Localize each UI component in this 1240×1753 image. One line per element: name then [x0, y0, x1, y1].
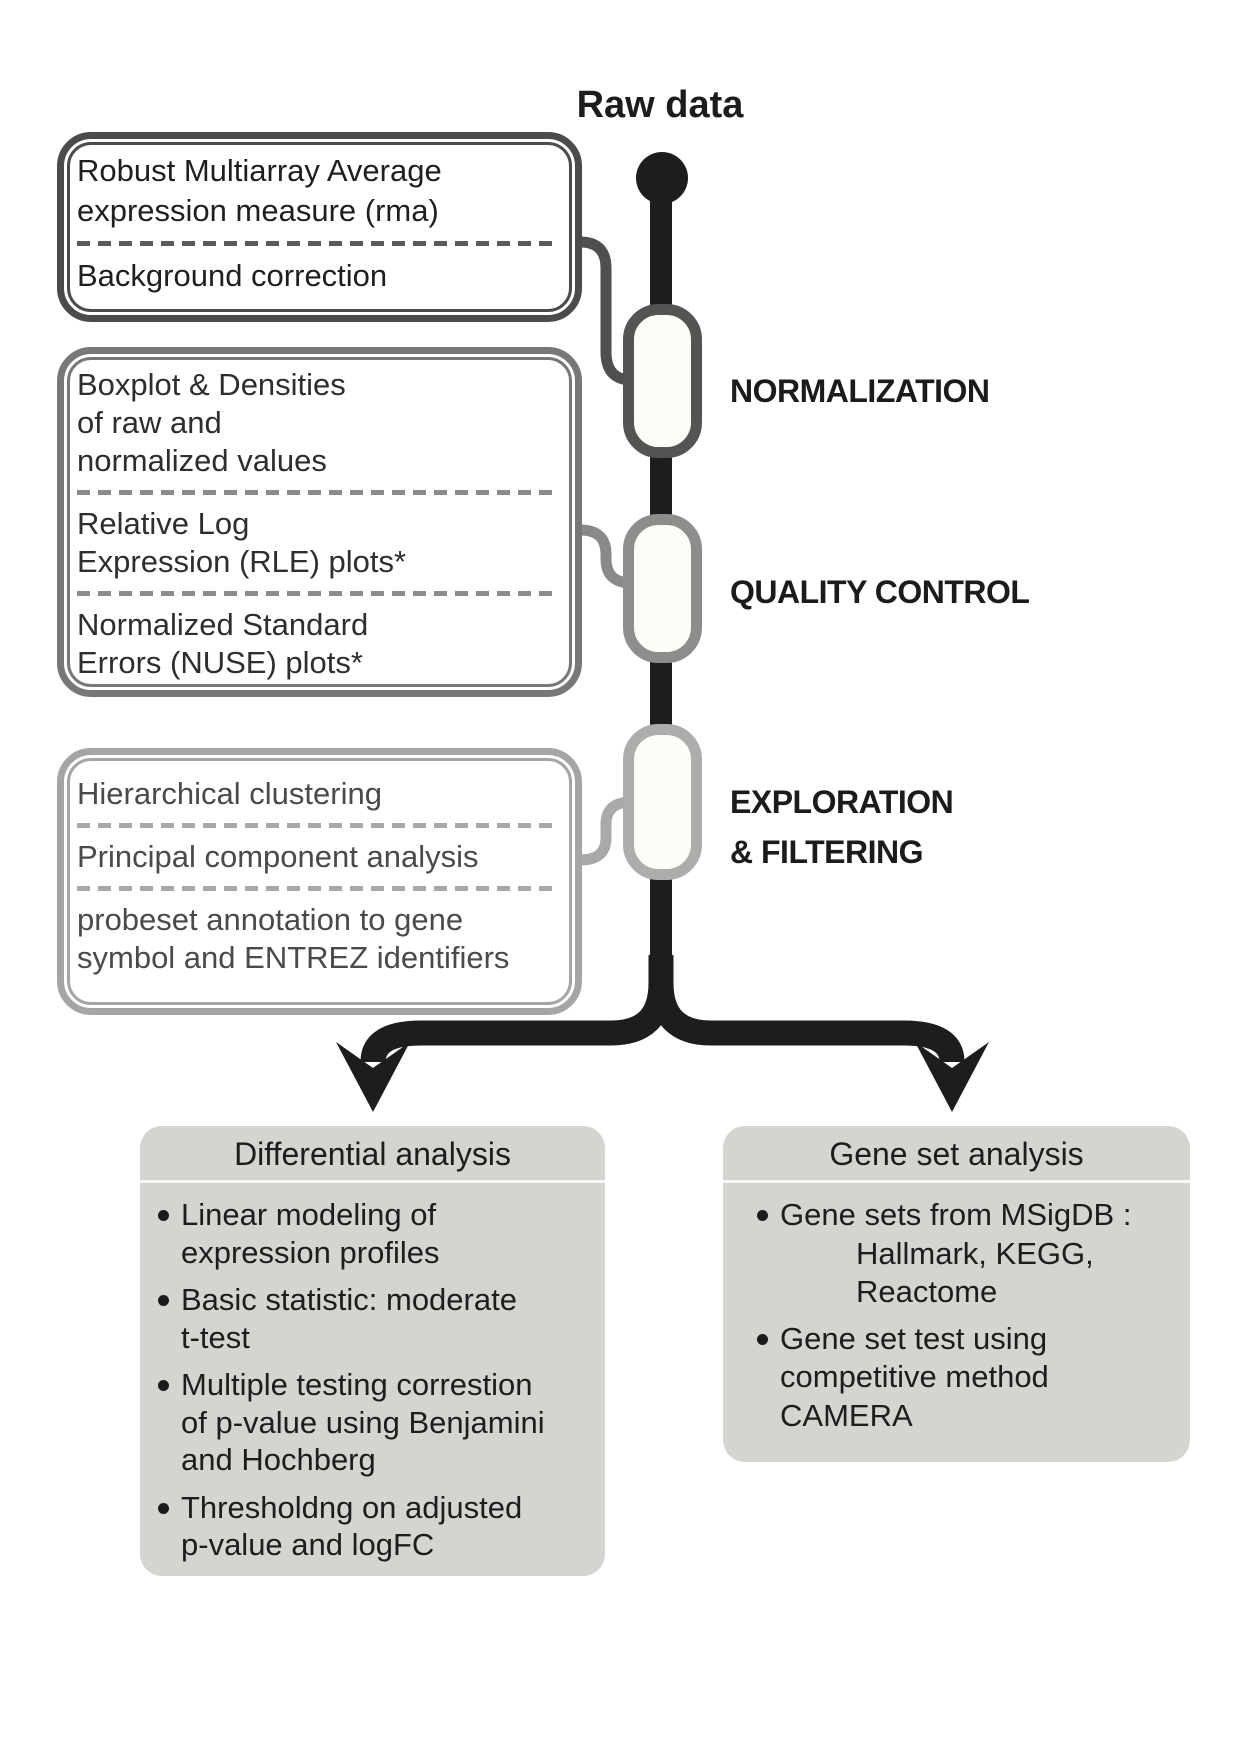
exploration-steps-box [57, 748, 582, 1015]
bullet-line: t-test [181, 1319, 250, 1355]
dashed-divider [77, 241, 557, 246]
step-line: Relative Log [77, 506, 250, 541]
bullet-line: Multiple testing correstion [181, 1367, 533, 1402]
stage-label-line: EXPLORATION [730, 784, 954, 820]
step-line: Boxplot & Densities [77, 367, 346, 402]
quality-control-steps-box-inner [67, 357, 572, 687]
bullet-dot-icon [757, 1210, 768, 1221]
step-line: Errors (NUSE) plots* [77, 645, 363, 680]
bullet-item [158, 1281, 599, 1356]
step-line: of raw and [77, 405, 222, 440]
stage-label-line: QUALITY CONTROL [730, 574, 1030, 610]
normalization-steps-box [57, 132, 582, 322]
bullet-dot-icon [158, 1210, 169, 1221]
panel-title: Gene set analysis [829, 1136, 1084, 1172]
bullet-dot-icon [158, 1295, 169, 1306]
bullet-line: CAMERA [780, 1397, 913, 1433]
bullet-line: of p-value using Benjamini [181, 1404, 545, 1440]
panel-body [140, 1183, 605, 1564]
bullet-text [181, 1366, 545, 1479]
bullet-line: competitive method [780, 1359, 1049, 1394]
bullet-item [158, 1489, 599, 1564]
stage-node-normalization [629, 310, 697, 453]
step-line: normalized values [77, 443, 327, 478]
bullet-item [757, 1196, 1184, 1312]
dashed-divider [77, 490, 557, 495]
fork-right-branch [661, 955, 952, 1062]
bullet-text [181, 1281, 517, 1356]
raw-data-label: Raw data [576, 84, 744, 126]
bullet-line: Gene sets from MSigDB : [780, 1197, 1132, 1232]
raw-data-dot [636, 152, 688, 204]
bullet-line: Gene set test using [780, 1320, 1048, 1356]
stage-node-quality-control [629, 520, 697, 658]
bullet-text [780, 1320, 1049, 1436]
normalization-steps-box-inner [67, 142, 572, 312]
bullet-line: and Hochberg [181, 1442, 376, 1477]
quality-control-steps-box [57, 347, 582, 697]
bullet-item [158, 1196, 599, 1271]
bullet-text [181, 1196, 439, 1271]
bullet-line: Thresholdng on adjusted [181, 1489, 523, 1525]
gene-set-analysis-panel [723, 1126, 1190, 1462]
stage-node-exploration [629, 730, 697, 875]
dashed-divider [77, 886, 557, 891]
step-line: Hierarchical clustering [77, 776, 382, 811]
step-line: Robust Multiarray Average [77, 153, 442, 188]
step-line: Background correction [77, 258, 388, 293]
bullet-line: Linear modeling of [181, 1197, 437, 1232]
dashed-divider [77, 591, 557, 596]
differential-analysis-panel [140, 1126, 605, 1576]
stage-label-normalization [730, 366, 990, 416]
step-line: Expression (RLE) plots* [77, 544, 407, 579]
panel-body [723, 1183, 1190, 1435]
bullet-line: Basic statistic: moderate [181, 1282, 517, 1317]
step-line: Normalized Standard [77, 607, 369, 642]
bullet-line: Reactome [856, 1274, 998, 1309]
dashed-divider [77, 823, 557, 828]
bullet-text [780, 1196, 1131, 1312]
stage-label-quality-control [730, 567, 1029, 617]
step-line: symbol and ENTREZ identifiers [77, 940, 510, 975]
bullet-item [158, 1366, 599, 1479]
panel-title: Differential analysis [234, 1136, 511, 1172]
exploration-steps-box-inner [67, 758, 572, 1005]
step-line: expression measure (rma) [77, 193, 439, 228]
stage-label-exploration-filtering [730, 777, 953, 877]
bullet-line: p-value and logFC [181, 1527, 435, 1562]
bullet-dot-icon [158, 1503, 169, 1514]
stage-label-line: NORMALIZATION [730, 373, 990, 409]
bullet-dot-icon [158, 1380, 169, 1391]
bullet-item [757, 1320, 1184, 1436]
stage-label-line: & FILTERING [730, 834, 923, 870]
bullet-text [181, 1489, 522, 1564]
step-line: Principal component analysis [77, 839, 479, 874]
bullet-line: Hallmark, KEGG, [856, 1235, 1094, 1271]
step-line: probeset annotation to gene [77, 902, 464, 937]
bullet-line: expression profiles [181, 1234, 440, 1270]
bullet-dot-icon [757, 1334, 768, 1345]
